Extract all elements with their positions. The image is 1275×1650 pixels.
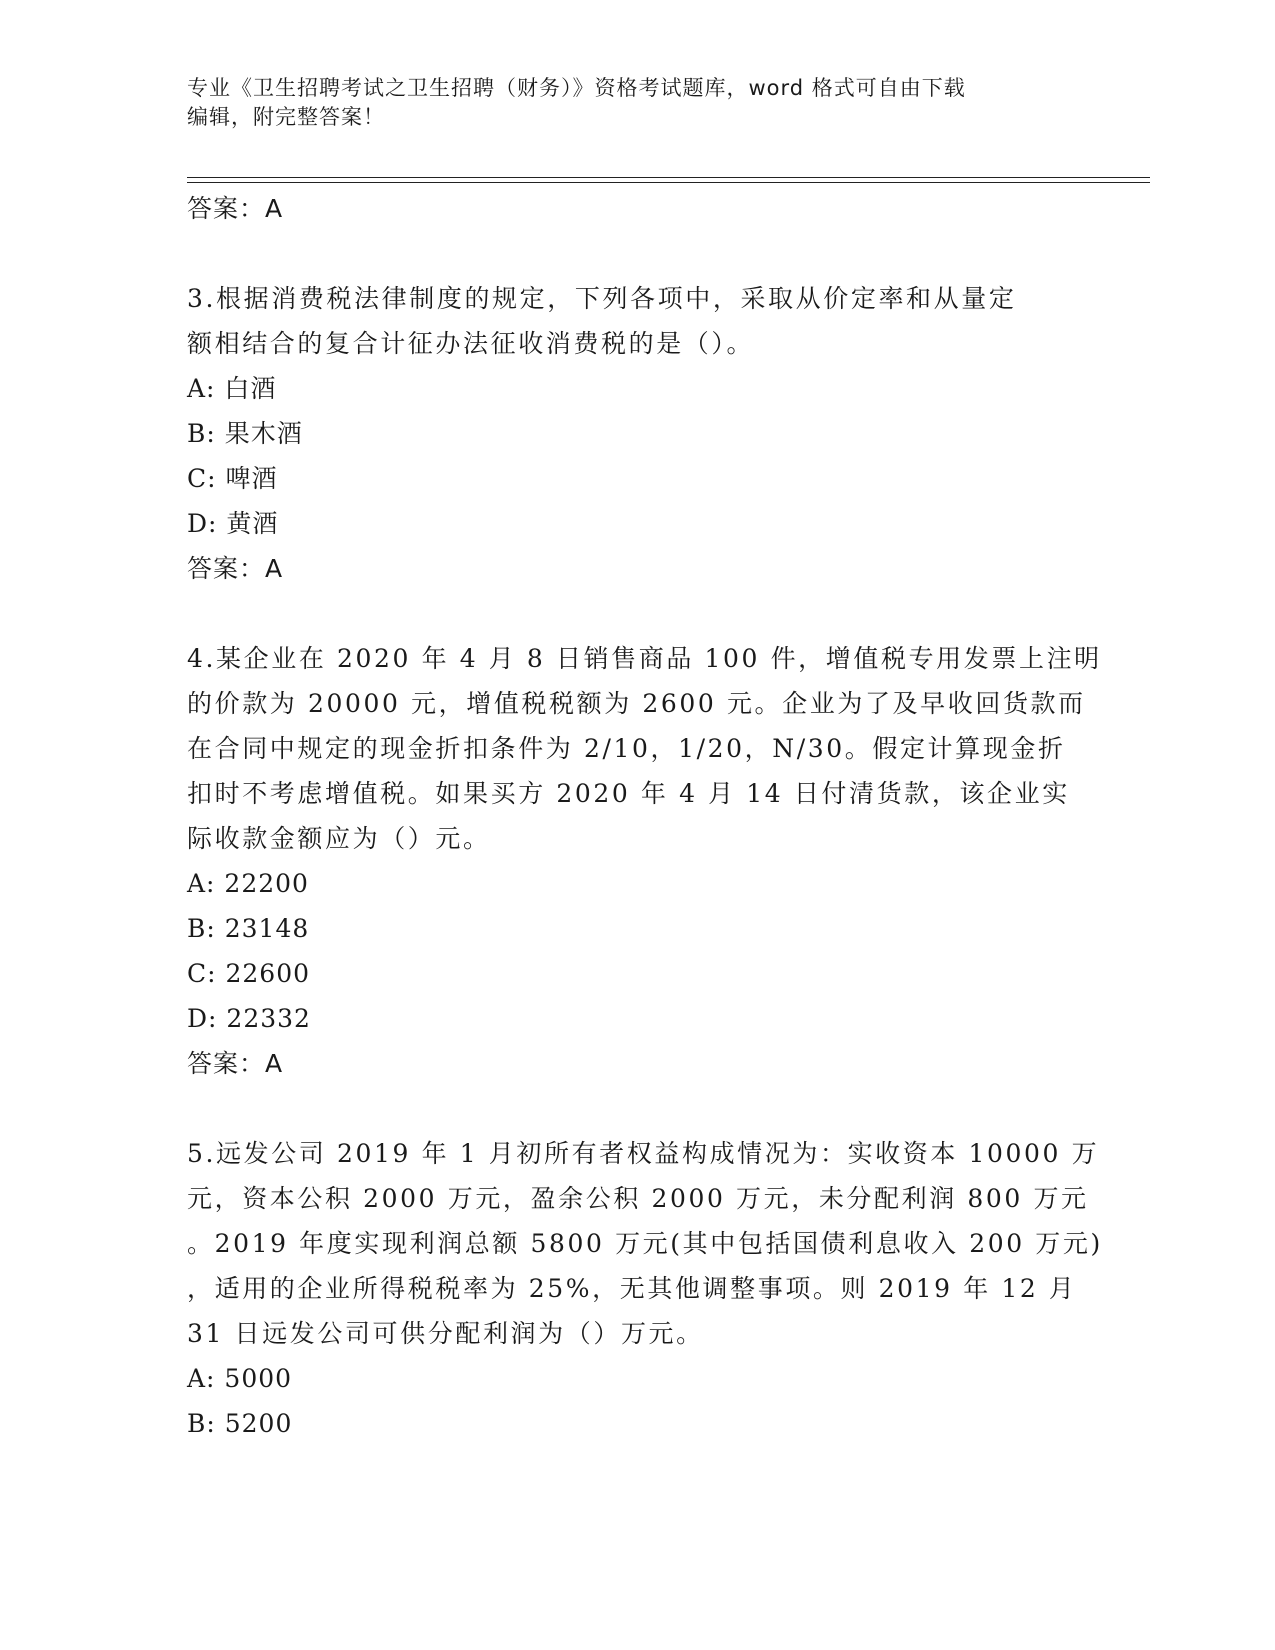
option-c: C: 啤酒: [187, 464, 278, 493]
option-b: B: 5200: [187, 1409, 293, 1438]
option-a: A: 白酒: [187, 374, 277, 403]
question-text-line: 元，资本公积 2000 万元，盈余公积 2000 万元，未分配利润 800 万元: [187, 1184, 1089, 1213]
question-text-line: 3.根据消费税法律制度的规定，下列各项中，采取从价定率和从量定: [187, 284, 1017, 313]
question-text-line: ，适用的企业所得税税率为 25%，无其他调整事项。则 2019 年 12 月: [187, 1274, 1077, 1303]
question-text-line: 扣时不考虑增值税。如果买方 2020 年 4 月 14 日付清货款，该企业实: [187, 779, 1070, 808]
answer-line: 答案：A: [187, 554, 284, 583]
answer-line: 答案：A: [187, 194, 284, 223]
header-divider-top: [187, 177, 1150, 178]
question-text-line: 5.远发公司 2019 年 1 月初所有者权益构成情况为：实收资本 10000 万: [187, 1139, 1100, 1168]
question-text-line: 的价款为 20000 元，增值税税额为 2600 元。企业为了及早收回货款而: [187, 689, 1086, 718]
spacer: [187, 591, 1087, 636]
question-text-line: 31 日远发公司可供分配利润为（）万元。: [187, 1319, 704, 1348]
answer-line: 答案：A: [187, 1049, 284, 1078]
question-5: [187, 1131, 1103, 1446]
option-d: D: 22332: [187, 1004, 311, 1033]
question-4: [187, 636, 1102, 1086]
question-text-line: 在合同中规定的现金折扣条件为 2/10，1/20，N/30。假定计算现金折: [187, 734, 1066, 763]
option-b: B: 果木酒: [187, 419, 303, 448]
document-header: [187, 74, 1087, 132]
spacer: [187, 1086, 1087, 1131]
option-a: A: 22200: [187, 869, 309, 898]
question-text-line: 际收款金额应为（）元。: [187, 824, 491, 853]
option-b: B: 23148: [187, 914, 310, 943]
header-line-1: 专业《卫生招聘考试之卫生招聘（财务）》资格考试题库，word 格式可自由下载: [187, 76, 966, 100]
question-text-line: 4.某企业在 2020 年 4 月 8 日销售商品 100 件，增值税专用发票上注明: [187, 644, 1102, 673]
document-body: [187, 186, 1103, 1446]
header-divider-bottom: [187, 182, 1150, 183]
question-3: [187, 276, 1087, 591]
header-line-2: 编辑，附完整答案！: [187, 105, 385, 129]
option-c: C: 22600: [187, 959, 311, 988]
option-d: D: 黄酒: [187, 509, 279, 538]
question-text-line: 额相结合的复合计征办法征收消费税的是（）。: [187, 329, 755, 358]
spacer: [187, 231, 1087, 276]
option-a: A: 5000: [187, 1364, 293, 1393]
question-text-line: 。2019 年度实现利润总额 5800 万元(其中包括国债利息收入 200 万元): [187, 1229, 1103, 1258]
